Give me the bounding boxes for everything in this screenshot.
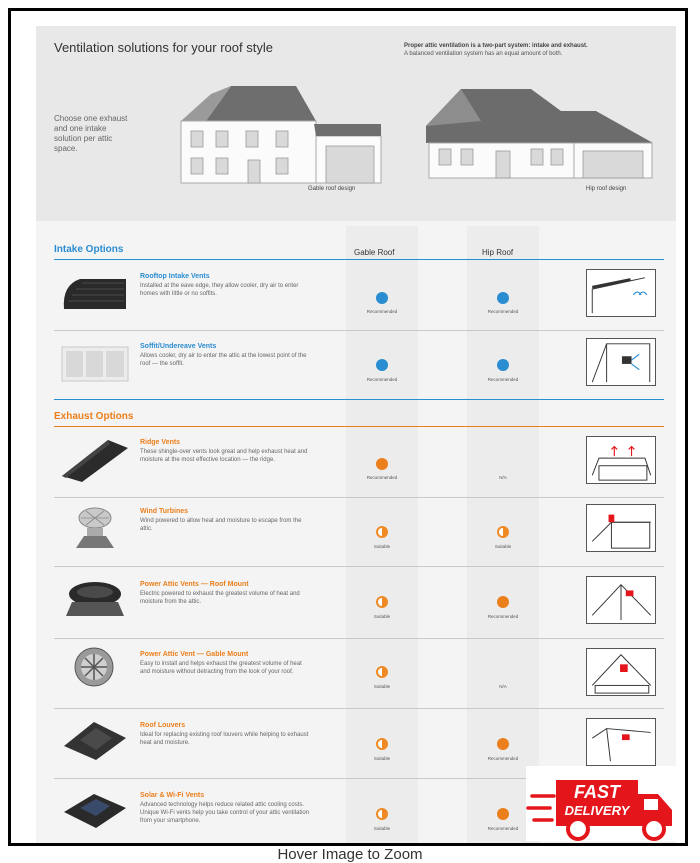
soffit-vent-diagram: [586, 338, 656, 386]
ridge-vent-diagram: [586, 436, 656, 484]
suitable-half-dot: [376, 666, 388, 678]
recommended-dot: [376, 359, 388, 371]
recommended-dot: [497, 292, 509, 304]
product-description: Ideal for replacing existing roof louvers while helping to exhaust heat and moisture.: [140, 732, 309, 746]
gable-rating: Suitable: [373, 544, 391, 549]
hip-rating: Recommended: [487, 377, 519, 382]
hip-roof-caption: Hip roof design: [586, 186, 627, 192]
product-image-frame[interactable]: [8, 8, 688, 846]
badge-line1: FAST: [573, 782, 621, 802]
roof-louver-image: [58, 716, 132, 762]
suitable-half-dot: [376, 738, 388, 750]
zoom-hint: Hover Image to Zoom: [277, 846, 423, 863]
gable-rating: Suitable: [373, 756, 391, 761]
gable-rating: Recommended: [366, 475, 398, 480]
power-roof-vent-image: [58, 576, 132, 622]
intake-rule: [54, 259, 664, 260]
gable-roof-caption: Gable roof design: [308, 186, 356, 192]
rooftop-intake-diagram: [586, 269, 656, 317]
product-description: Wind powered to allow heat and moisture to escape from the attic.: [140, 518, 302, 532]
product-name: Wind Turbines: [140, 508, 189, 515]
product-description: Allows cooler, dry air to enter the attic at the lowest point of the roof — the soffit.: [140, 353, 307, 367]
recommended-dot: [497, 359, 509, 371]
suitable-half-dot: [376, 526, 388, 538]
row-divider: [54, 330, 664, 331]
ventilation-note-bold: Proper attic ventilation is a two-part system: intake and exhaust.: [404, 43, 588, 49]
ventilation-note-text: A balanced ventilation system has an equal amount of both.: [404, 51, 563, 57]
product-name: Ridge Vents: [140, 439, 181, 446]
intake-end-rule: [54, 399, 664, 400]
hip-rating: Recommended: [487, 756, 519, 761]
product-name: Power Attic Vent — Gable Mount: [140, 651, 249, 658]
row-divider: [54, 566, 664, 567]
power-roof-vent-diagram: [586, 576, 656, 624]
hip-rating: N/A: [499, 684, 507, 689]
product-description: Advanced technology helps reduce related attic cooling costs. Unique Wi-Fi vents help you take control of your attic ventilation from your smartphone.: [140, 802, 310, 824]
gable-rating: Recommended: [366, 377, 398, 382]
recommended-dot: [497, 738, 509, 750]
hip-rating: Recommended: [487, 826, 519, 831]
gable-rating: Suitable: [373, 684, 391, 689]
suitable-half-dot: [497, 526, 509, 538]
solar-vent-image: [58, 786, 132, 832]
suitable-half-dot: [376, 596, 388, 608]
hip-roof-header: Hip Roof: [482, 248, 514, 257]
intake-options-title: Intake Options: [54, 244, 124, 255]
hip-rating: N/A: [499, 475, 507, 480]
row-divider: [54, 708, 664, 709]
ridge-vent-image: [58, 436, 132, 482]
exhaust-options-title: Exhaust Options: [54, 411, 134, 422]
hip-rating: Recommended: [487, 309, 519, 314]
product-description: Installed at the eave edge, they allow cooler, dry air to enter homes with little or no soffits.: [140, 283, 299, 297]
row-divider: [54, 497, 664, 498]
badge-line2: DELIVERY: [564, 803, 630, 818]
roof-louver-diagram: [586, 718, 656, 766]
gable-mount-vent-image: [58, 644, 132, 690]
product-description: Easy to install and helps exhaust the greatest volume of heat and moisture without detracting from the look of your roof.: [140, 661, 302, 675]
wind-turbine-image: [58, 504, 132, 550]
gable-house-illustration: [176, 76, 386, 184]
fast-delivery-badge: [526, 766, 679, 841]
wind-turbine-diagram: [586, 504, 656, 552]
recommended-dot: [376, 458, 388, 470]
product-name: Power Attic Vents — Roof Mount: [140, 581, 249, 588]
product-name: Roof Louvers: [140, 722, 186, 729]
product-name: Solar & Wi-Fi Vents: [140, 792, 205, 799]
hip-rating: Suitable: [494, 544, 512, 549]
recommended-dot: [376, 292, 388, 304]
recommended-dot: [497, 808, 509, 820]
suitable-half-dot: [376, 808, 388, 820]
gable-rating: Recommended: [366, 309, 398, 314]
gable-rating: Suitable: [373, 826, 391, 831]
gable-rating: Suitable: [373, 614, 391, 619]
roof-style-header: [36, 26, 676, 221]
product-name: Rooftop Intake Vents: [140, 273, 210, 280]
soffit-vent-image: [58, 341, 132, 387]
infographic-title: Ventilation solutions for your roof style: [54, 40, 273, 55]
ventilation-infographic: [36, 26, 676, 846]
product-name: Soffit/Undereave Vents: [140, 343, 217, 350]
product-description: Electric powered to exhaust the greatest volume of heat and moisture from the attic.: [140, 591, 300, 605]
recommended-dot: [497, 596, 509, 608]
exhaust-rule: [54, 426, 664, 427]
row-divider: [54, 638, 664, 639]
product-description: These shingle-over vents look great and help exhaust heat and moisture at the most effective location — the ridge.: [140, 449, 308, 463]
gable-roof-header: Gable Roof: [354, 248, 395, 257]
gable-mount-vent-diagram: [586, 648, 656, 696]
ventilation-note: [404, 42, 644, 58]
rooftop-intake-vent-image: [58, 271, 132, 317]
hip-rating: Recommended: [487, 614, 519, 619]
hip-house-illustration: [421, 81, 661, 181]
choose-instruction: Choose one exhaust and one intake solution per attic space.: [54, 114, 128, 153]
